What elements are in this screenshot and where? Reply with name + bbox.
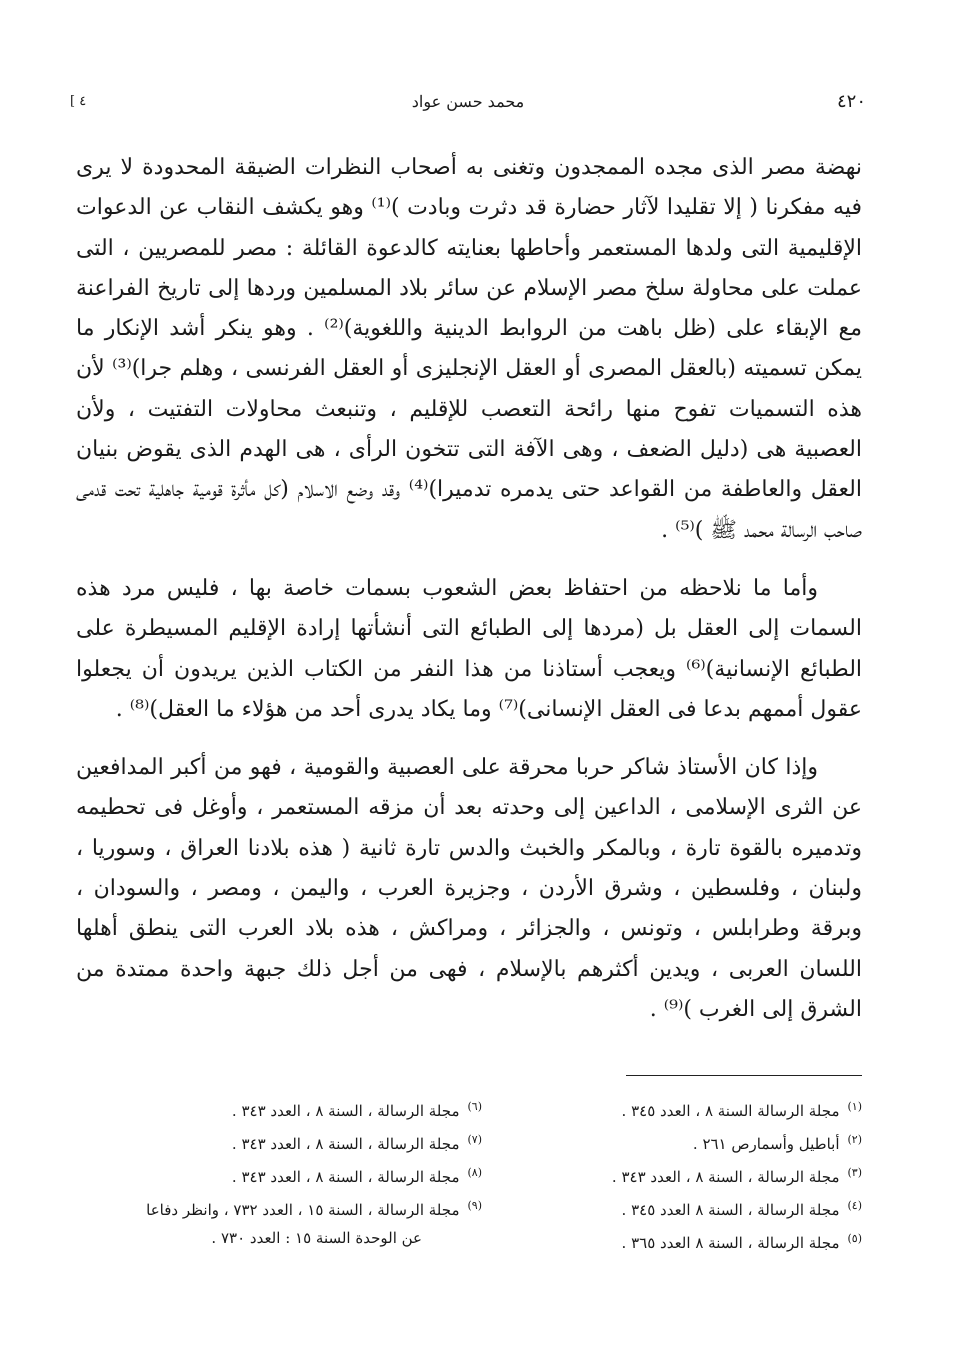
page-number: ٤٢٠ — [836, 90, 866, 112]
footnote-continuation: عن الوحدة السنة ١٥ : العدد ٧٣٠ . — [211, 1229, 422, 1247]
footnote: $^{(٥)}$مجلة الرسالة ، السنة ٨ العدد ٣٦٥ . — [621, 1232, 862, 1252]
footnote: $^{(٣)}$مجلة الرسالة ، السنة ٨ ، العدد ٣٤٣ . — [611, 1166, 862, 1186]
footnote-separator — [626, 1075, 862, 1076]
footnote: $^{(٨)}$مجلة الرسالة ، السنة ٨ ، العدد ٣٤٣ . — [231, 1166, 482, 1186]
footnote: $^{(٤)}$مجلة الرسالة ، السنة ٨ العدد ٣٤٥ . — [621, 1199, 862, 1219]
paragraph-3: وإذا كان الأستاذ شاكر حربا محرقة على العصبية والقومية ، فهو من أكبر المدافعين عن الثرى الإسلامى ، الداعين إلى وحدته بعد أن مزقه المستعمر ، وأوغل فى تحطيمه وتدميره بالقوة تارة ، وبالمكر والخبث والدس تارة ثانية ( هذه بلادنا العراق ، وسوريا ، ولبنان ، وفلسطين ، وشرق الأردن ، وجزيرة العرب ، واليمن ، ومصر ، والسودان ، وبرقة وطرابلس ، وتونس ، والجزائر ، ومراكش ، هذه بلاد العرب التى ينطق أهلها اللسان العربى ، ويدين أكثرهم بالإسلام ، فهى من أجل ذلك جبهة واحدة ممتدة من الشرق إلى الغرب )⁽⁹⁾ . — [76, 755, 862, 1022]
footnotes — [72, 1090, 862, 1255]
paragraph-1: نهضة مصر الذى مجده الممجدون وتغنى به أصحاب النظرات الضيقة المحدودة لا يرى فيه مفكرنا ( إلا تقليدا لآثار حضارة قد دثرت وبادت )⁽¹⁾ وهو يكشف النقاب عن الدعوات الإقليمية التى ولدها المستعمر وأحاطها بعنايته كالدعوة القائلة : مصر للمصريين ، التى عملت على محاولة سلخ مصر الإسلام عن سائر بلاد المسلمين وردها إلى تاريخ الفراعنة مع الإبقاء على (ظل باهت من الروابط الدينية واللغوية)⁽²⁾ . وهو ينكر أشد الإنكار ما يمكن تسميته (بالعقل المصرى أو العقل الإنجليزى أو العقل الفرنسى ، وهلم جرا)⁽³⁾ لأن هذه التسميات تفوح منها رائحة التعصب للإقليم ، وتنبعث محاولات التفتيت ، ولأن العصبية هى (دليل الضعف ، وهى الآفة التى تتخون الرأى ، هى الهدم الذى يقوض بنيان العقل والعاطفة من القواعد حتى يدمره تدميرا)⁽⁴⁾ وقد وضع الاسلام (كل مأثرة قومية جاهلية تحت قدمى صاحب الرسالة محمد ﷺ )⁽⁵⁾ . — [76, 155, 862, 543]
paragraph-2: وأما ما نلاحظه من احتفاظ بعض الشعوب بسمات خاصة بها ، فليس مرد هذه السمات إلى العقل بل (مردها إلى الطبائع التى أنشأتها إرادة الإقليم المسيطرة على الطبائع الإنسانية)⁽⁶⁾ ويعجب أستاذنا من هذا النفر من الكتاب الذين يريدون أن يجعلوا عقول أممهم بدعا فى العقل الإنسانى)⁽⁷⁾ وما يكاد يدرى أحد من هؤلاء ما العقل)⁽⁸⁾ . — [76, 575, 863, 722]
running-header — [70, 86, 866, 116]
footnote: $^{(٧)}$مجلة الرسالة ، السنة ٨ ، العدد ٣٤٣ . — [231, 1133, 482, 1153]
running-author: محمد حسن عواد — [411, 91, 525, 111]
footnote: $^{(١)}$مجلة الرسالة السنة ٨ ، العدد ٣٤٥ . — [621, 1100, 862, 1120]
footnotes-right-column — [482, 1090, 862, 1255]
header-marker: [ ٤ — [70, 93, 87, 109]
footnote: $^{(٩)}$مجلة الرسالة ، السنة ١٥ ، العدد ٧٣٢ ، وانظر دفاعا — [146, 1199, 482, 1219]
body-text — [76, 148, 862, 1030]
footnote: $^{(٦)}$مجلة الرسالة ، السنة ٨ ، العدد ٣٤٣ . — [231, 1100, 482, 1120]
footnote: $^{(٢)}$أباطيل وأسمارص ٢٦١ . — [692, 1133, 862, 1153]
footnotes-left-column — [72, 1090, 482, 1255]
